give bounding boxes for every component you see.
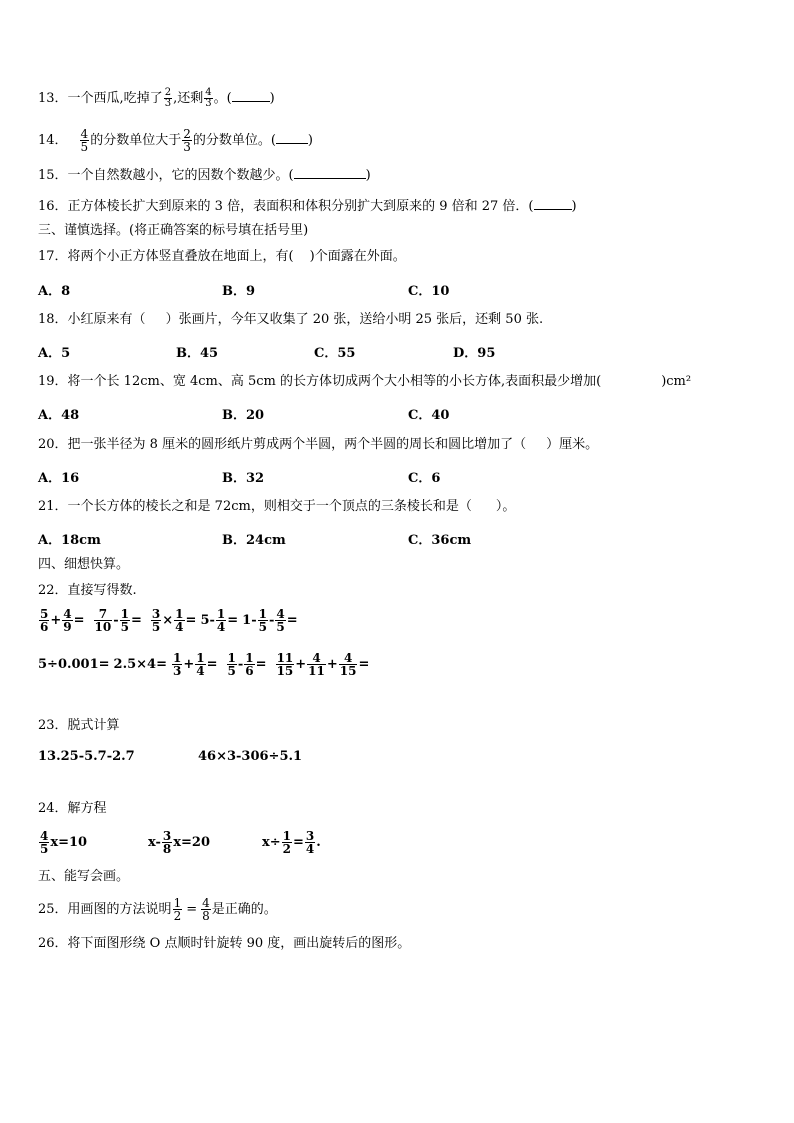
question-25: 25．用画图的方法说明 $\frac{1}{2}$ = $\frac{4}{8}$ 是正确的。 <box>38 896 277 923</box>
mental-math-row-1 <box>38 608 302 633</box>
answer-blank[interactable] <box>294 166 366 179</box>
equation: x÷ $\frac{1}{2}$ = $\frac{3}{4}$ . <box>262 829 321 856</box>
expression: $\frac{1}{5}$ - $\frac{1}{6}$ = <box>227 651 267 678</box>
expression: $\frac{5}{6}$ + $\frac{4}{9}$ = <box>40 607 85 634</box>
question-13: 13．一个西瓜,吃掉了 $\frac{2}{3}$ ,还剩 $\frac{4}{3}$ 。( ) <box>38 87 275 109</box>
fraction: $\frac{1}{2}$ <box>173 896 182 923</box>
option-a[interactable]: A．48 <box>38 408 80 423</box>
expression: $\frac{7}{10}$ - $\frac{1}{5}$ = <box>94 607 142 634</box>
question-16: 16．正方体棱长扩大到原来的 3 倍，表面积和体积分别扩大到原来的 9 倍和 27 倍．( ) <box>38 199 577 214</box>
question-24-title: 24．解方程 <box>38 801 107 816</box>
expression: $\frac{1}{3}$ + $\frac{1}{4}$ = <box>173 651 218 678</box>
expression: 46×3-306÷5.1 <box>198 749 303 764</box>
expression: $\frac{11}{15}$ + $\frac{4}{11}$ + $\frac{4}{15}$ = <box>276 651 370 678</box>
question-19: 19．将一个长 12cm、宽 4cm、高 5cm 的长方体切成两个大小相等的小长方体,表面积最少增加( )cm² <box>38 374 692 389</box>
expression: 5- $\frac{1}{4}$ = <box>200 607 239 634</box>
fraction: $\frac{4}{3}$ <box>205 87 212 109</box>
fraction: $\frac{4}{5}$ <box>80 127 89 154</box>
question-26: 26．将下面图形绕 O 点顺时针旋转 90 度，画出旋转后的图形。 <box>38 936 411 951</box>
option-c[interactable]: C．6 <box>408 471 441 486</box>
option-b[interactable]: B．20 <box>222 408 265 423</box>
option-a[interactable]: A．8 <box>38 284 71 299</box>
mental-math-row-2 <box>38 652 373 677</box>
option-a[interactable]: A．18cm <box>38 533 101 548</box>
option-a[interactable]: A．16 <box>38 471 80 486</box>
equation: $\frac{4}{5}$ x=10 <box>40 829 88 856</box>
question-17: 17．将两个小正方体竖直叠放在地面上，有( )个面露在外面。 <box>38 249 406 264</box>
option-b[interactable]: B．24cm <box>222 533 286 548</box>
question-20: 20．把一张半径为 8 厘米的圆形纸片剪成两个半圆，两个半圆的周长和圆比增加了（ ）厘米。 <box>38 437 599 452</box>
option-b[interactable]: B．45 <box>176 346 219 361</box>
option-d[interactable]: D．95 <box>453 346 496 361</box>
option-c[interactable]: C．10 <box>408 284 450 299</box>
equation: x- $\frac{3}{8}$ x=20 <box>148 829 211 856</box>
option-b[interactable]: B．9 <box>222 284 256 299</box>
section-4-heading: 四、细想快算。 <box>38 557 130 572</box>
question-number: 14． <box>38 133 68 148</box>
question-14: 14． $\frac{4}{5}$ 的分数单位大于 $\frac{2}{3}$ 的分数单位。( ) <box>38 127 313 154</box>
question-18: 18．小红原来有（ ）张画片，今年又收集了 20 张，送给小明 25 张后，还剩 50 张. <box>38 312 544 327</box>
option-c[interactable]: C．36cm <box>408 533 472 548</box>
option-a[interactable]: A．5 <box>38 346 71 361</box>
expression: $\frac{3}{5}$ × $\frac{1}{4}$ = <box>151 607 197 634</box>
question-23-title: 23．脱式计算 <box>38 718 120 733</box>
answer-blank[interactable] <box>276 131 308 144</box>
expression: 1- $\frac{1}{5}$ - $\frac{4}{5}$ = <box>242 607 298 634</box>
question-15: 15．一个自然数越小，它的因数个数越少。( ) <box>38 168 371 183</box>
option-c[interactable]: C．55 <box>314 346 356 361</box>
question-21: 21．一个长方体的棱长之和是 72cm，则相交于一个顶点的三条棱长和是（ ）。 <box>38 499 516 514</box>
fraction: $\frac{2}{3}$ <box>183 127 191 154</box>
question-22-title: 22．直接写得数. <box>38 583 137 598</box>
answer-blank[interactable] <box>534 197 572 210</box>
option-c[interactable]: C．40 <box>408 408 450 423</box>
expression: 2.5×4= <box>113 657 167 672</box>
option-b[interactable]: B．32 <box>222 471 265 486</box>
question-number: 13． <box>38 91 68 106</box>
section-5-heading: 五、能写会画。 <box>38 869 130 884</box>
fraction: $\frac{4}{8}$ <box>202 896 210 923</box>
fraction: $\frac{2}{3}$ <box>164 87 172 109</box>
expression: 5÷0.001= <box>38 657 110 672</box>
expression: 13.25-5.7-2.7 <box>38 749 135 764</box>
answer-blank[interactable] <box>232 89 270 102</box>
section-3-heading: 三、谨慎选择。(将正确答案的标号填在括号里) <box>38 223 309 238</box>
